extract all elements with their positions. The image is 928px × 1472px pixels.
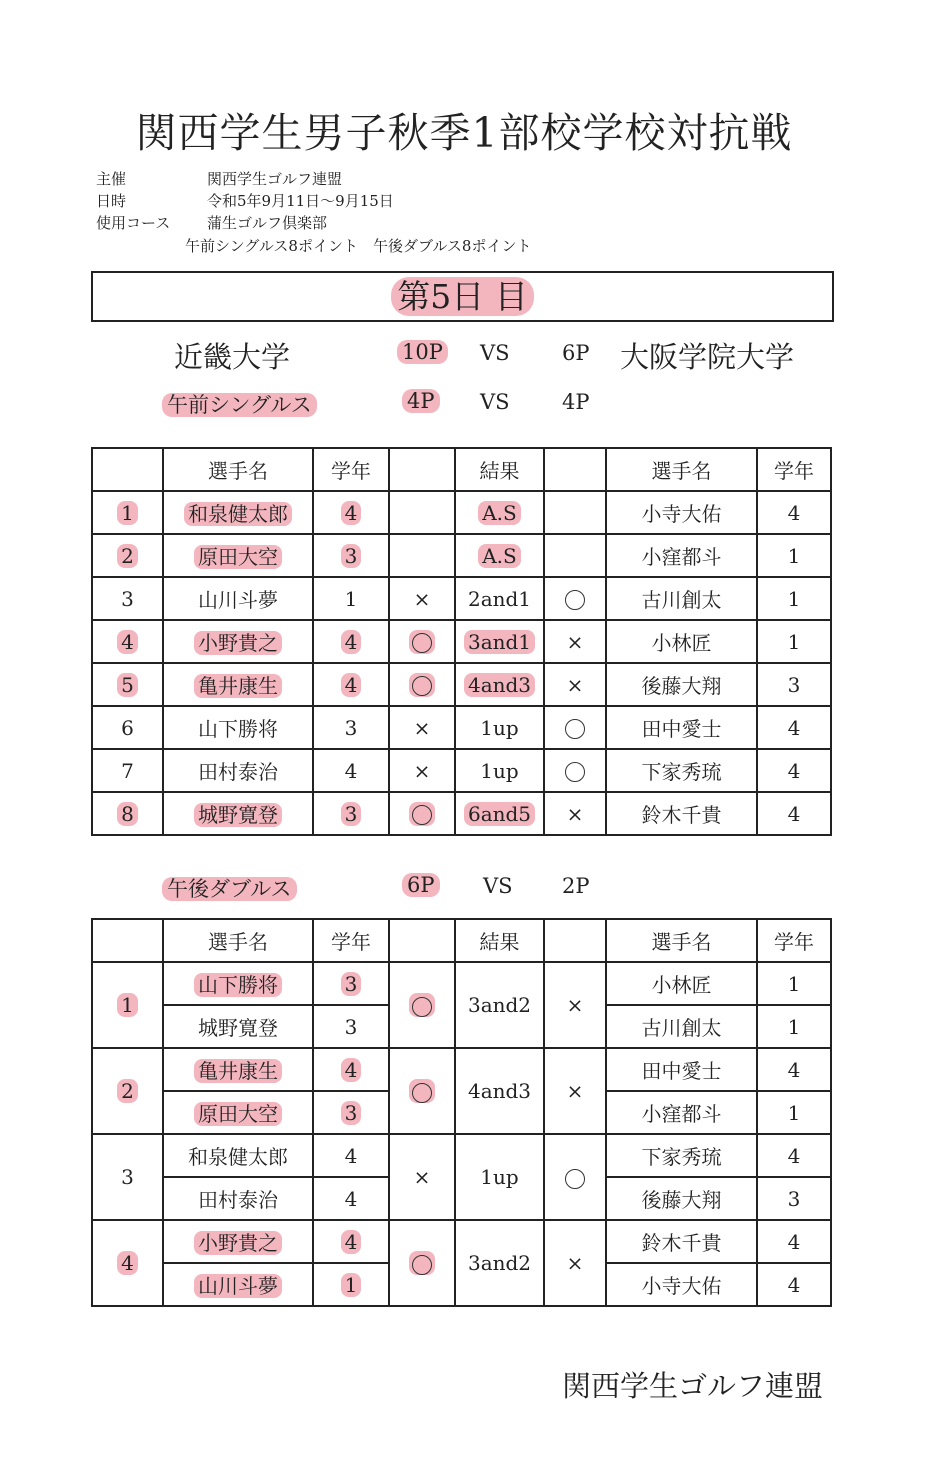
circle-mark-icon <box>565 762 585 782</box>
player-a1-name <box>163 962 313 1005</box>
circle-mark-icon <box>412 676 432 696</box>
player-b-grade-text: 4 <box>787 500 801 525</box>
header-cell: 選手名 <box>606 448 757 491</box>
player-a-grade-text: 1 <box>344 586 358 611</box>
player-a-name <box>163 534 313 577</box>
player-b-name <box>606 620 757 663</box>
doubles-score-b: 2P <box>562 874 590 898</box>
team-a-mark <box>389 1220 455 1306</box>
header-cell: 学年 <box>313 448 389 491</box>
match-number-text: 3 <box>121 586 134 611</box>
player-b-name-text: 後藤大翔 <box>641 674 722 698</box>
match-number-text: 8 <box>117 802 138 826</box>
team-b-mark <box>544 1134 606 1220</box>
player-a2-name-text: 田村泰治 <box>198 1188 278 1212</box>
player-b-mark <box>544 792 606 835</box>
singles-row <box>92 663 831 706</box>
player-b2-name <box>606 1005 757 1048</box>
player-b2-grade-text: 3 <box>787 1186 801 1211</box>
player-a1-grade-text: 4 <box>344 1143 358 1168</box>
doubles-row <box>92 1048 831 1091</box>
player-a2-grade-text: 1 <box>341 1273 362 1297</box>
player-b-mark <box>544 491 606 534</box>
player-b2-name-text: 後藤大翔 <box>641 1188 722 1212</box>
match-result-text: 3and2 <box>467 1251 532 1275</box>
team-b-name: 大阪学院大学 <box>620 340 795 374</box>
player-a2-name <box>163 1263 313 1306</box>
player-b1-grade <box>757 962 831 1005</box>
match-number-text: 6 <box>121 715 134 740</box>
player-a2-name <box>163 1177 313 1220</box>
info-value: 関西学生ゴルフ連盟 <box>207 170 343 188</box>
player-a-mark <box>389 491 455 534</box>
player-a-grade <box>313 706 389 749</box>
team-b-mark <box>544 1048 606 1134</box>
vs-label: VS <box>480 390 510 414</box>
player-b2-name-text: 小窪都斗 <box>641 1102 722 1126</box>
player-a-name-text: 原田大空 <box>194 545 282 569</box>
header-cell: 選手名 <box>606 919 757 962</box>
player-a-name <box>163 577 313 620</box>
player-a2-name-text: 山川斗夢 <box>194 1274 282 1298</box>
team-a-name: 近畿大学 <box>174 340 291 374</box>
doubles-row <box>92 1134 831 1177</box>
team-b-mark-value: × <box>566 993 584 1017</box>
player-b2-grade <box>757 1091 831 1134</box>
player-b-grade <box>757 577 831 620</box>
match-number <box>92 620 163 663</box>
player-b1-name <box>606 1134 757 1177</box>
player-a1-grade <box>313 1048 389 1091</box>
circle-mark-holder <box>409 1079 435 1103</box>
circle-mark-icon <box>565 1169 585 1189</box>
vs-label: VS <box>483 874 513 898</box>
team-a-mark <box>389 962 455 1048</box>
header-cell: 学年 <box>313 919 389 962</box>
player-b1-grade-text: 4 <box>787 1229 801 1254</box>
player-b1-name-text: 鈴木千貴 <box>641 1231 722 1255</box>
player-a-mark <box>389 706 455 749</box>
match-result <box>455 792 544 835</box>
doubles-row <box>92 1220 831 1263</box>
player-a1-name-text: 亀井康生 <box>194 1059 282 1083</box>
circle-mark-icon <box>412 997 432 1017</box>
page-title: 関西学生男子秋季1部校学校対抗戦 <box>135 109 793 157</box>
player-b-grade <box>757 749 831 792</box>
player-b1-grade-text: 4 <box>787 1057 801 1082</box>
match-number <box>92 962 163 1048</box>
player-b2-name <box>606 1263 757 1306</box>
player-a1-grade-text: 4 <box>341 1058 362 1082</box>
player-b-name-text: 田中愛士 <box>641 717 722 741</box>
circle-mark-holder <box>565 1165 585 1189</box>
info-organizer <box>96 168 394 190</box>
day-box <box>91 271 834 322</box>
player-b-grade-text: 1 <box>787 543 801 568</box>
player-a-mark <box>389 792 455 835</box>
match-result <box>455 1134 544 1220</box>
player-a1-grade <box>313 962 389 1005</box>
player-a-mark-value: × <box>413 758 431 783</box>
match-result-text: 1up <box>480 715 519 740</box>
player-b2-grade-text: 4 <box>787 1272 801 1297</box>
circle-mark-holder <box>409 802 435 826</box>
match-result-text: 1up <box>480 758 519 783</box>
match-result <box>455 706 544 749</box>
player-b-grade-text: 4 <box>787 801 801 826</box>
player-b1-name-text: 小林匠 <box>651 973 712 997</box>
player-b-grade-text: 1 <box>787 586 801 611</box>
player-a-mark <box>389 534 455 577</box>
doubles-score-a: 6P <box>402 873 440 897</box>
match-result-text: 6and5 <box>464 802 535 826</box>
match-number <box>92 1048 163 1134</box>
player-b2-name <box>606 1177 757 1220</box>
player-a-grade-text: 3 <box>341 802 362 826</box>
circle-mark-holder <box>409 1251 435 1275</box>
player-b-name <box>606 706 757 749</box>
player-a1-name <box>163 1220 313 1263</box>
info-value: 令和5年9月11日～9月15日 <box>207 192 394 210</box>
player-a1-name <box>163 1134 313 1177</box>
player-b-mark <box>544 534 606 577</box>
player-a-name-text: 山下勝将 <box>198 717 278 741</box>
header-cell <box>389 448 455 491</box>
team-a-mark-value: × <box>413 1165 431 1189</box>
footer-organizer: 関西学生ゴルフ連盟 <box>562 1369 824 1403</box>
singles-row <box>92 534 831 577</box>
player-a-name-text: 田村泰治 <box>198 760 278 784</box>
player-b-grade-text: 1 <box>787 629 801 654</box>
match-number-text: 7 <box>121 758 134 783</box>
player-a1-grade <box>313 1134 389 1177</box>
circle-mark-icon <box>565 590 585 610</box>
player-b1-name-text: 田中愛士 <box>641 1059 722 1083</box>
player-a2-grade <box>313 1005 389 1048</box>
player-b-grade <box>757 620 831 663</box>
player-b2-grade <box>757 1177 831 1220</box>
match-result <box>455 1220 544 1306</box>
player-a1-name <box>163 1048 313 1091</box>
player-a2-grade <box>313 1177 389 1220</box>
circle-mark-holder <box>565 587 585 611</box>
player-b-mark <box>544 577 606 620</box>
player-a2-grade-text: 3 <box>344 1014 358 1039</box>
player-b-mark <box>544 749 606 792</box>
player-a-grade-text: 3 <box>344 715 358 740</box>
singles-table <box>91 447 832 836</box>
player-a-name <box>163 749 313 792</box>
circle-mark-icon <box>412 805 432 825</box>
match-result-text: 4and3 <box>464 673 535 697</box>
doubles-table <box>91 918 832 1307</box>
team-b-total: 6P <box>562 341 590 365</box>
circle-mark-holder <box>565 716 585 740</box>
player-b1-name <box>606 1220 757 1263</box>
match-number <box>92 663 163 706</box>
header-cell: 学年 <box>757 448 831 491</box>
player-b-name <box>606 491 757 534</box>
player-a-name <box>163 706 313 749</box>
player-b-grade-text: 4 <box>787 715 801 740</box>
player-b-grade <box>757 663 831 706</box>
header-cell: 選手名 <box>163 919 313 962</box>
vs-label: VS <box>480 341 510 365</box>
header-cell: 結果 <box>455 919 544 962</box>
match-number <box>92 706 163 749</box>
team-a-total: 10P <box>397 340 448 364</box>
circle-mark-holder <box>409 993 435 1017</box>
info-label: 使用コース <box>96 214 171 232</box>
player-a-grade-text: 4 <box>341 630 362 654</box>
singles-score-b: 4P <box>562 390 590 414</box>
player-a1-name-text: 小野貴之 <box>194 1231 282 1255</box>
singles-row <box>92 792 831 835</box>
header-cell <box>544 448 606 491</box>
circle-mark-icon <box>565 719 585 739</box>
player-b1-grade <box>757 1048 831 1091</box>
match-result <box>455 663 544 706</box>
player-b-grade <box>757 534 831 577</box>
match-number <box>92 1134 163 1220</box>
match-number <box>92 534 163 577</box>
team-b-mark-value: × <box>566 1079 584 1103</box>
circle-mark-holder <box>409 673 435 697</box>
header-cell: 学年 <box>757 919 831 962</box>
match-result <box>455 491 544 534</box>
singles-label: 午前シングルス <box>162 393 317 417</box>
player-a-mark <box>389 749 455 792</box>
match-result <box>455 577 544 620</box>
player-b2-name-text: 小寺大佑 <box>641 1274 722 1298</box>
player-b-name <box>606 577 757 620</box>
match-result <box>455 749 544 792</box>
player-a-grade <box>313 491 389 534</box>
match-number-text: 1 <box>117 993 138 1017</box>
player-b1-grade-text: 4 <box>787 1143 801 1168</box>
singles-row <box>92 706 831 749</box>
player-a2-grade-text: 4 <box>344 1186 358 1211</box>
circle-mark-icon <box>412 1255 432 1275</box>
info-label: 日時 <box>96 192 127 210</box>
player-b-grade <box>757 491 831 534</box>
info-date <box>96 190 394 212</box>
player-a-name-text: 亀井康生 <box>194 674 282 698</box>
player-b-name-text: 小林匠 <box>651 631 712 655</box>
match-number-text: 4 <box>117 1251 138 1275</box>
player-a-grade <box>313 749 389 792</box>
team-b-mark-value: × <box>566 1251 584 1275</box>
player-a2-grade-text: 3 <box>341 1101 362 1125</box>
player-b1-grade <box>757 1220 831 1263</box>
info-label: 主催 <box>96 170 127 188</box>
player-b-name <box>606 534 757 577</box>
header-cell <box>92 919 163 962</box>
singles-header-row <box>92 448 831 491</box>
player-a1-grade <box>313 1220 389 1263</box>
player-a-grade <box>313 792 389 835</box>
team-a-mark <box>389 1048 455 1134</box>
player-a1-grade-text: 3 <box>341 972 362 996</box>
team-b-mark <box>544 962 606 1048</box>
player-b-name-text: 古川創太 <box>641 588 722 612</box>
info-course <box>96 212 394 234</box>
player-b-mark <box>544 620 606 663</box>
doubles-label: 午後ダブルス <box>162 877 297 901</box>
player-a-grade-text: 4 <box>341 673 362 697</box>
player-b-name-text: 下家秀琉 <box>641 760 722 784</box>
player-b1-name-text: 下家秀琉 <box>641 1145 722 1169</box>
team-b-mark <box>544 1220 606 1306</box>
player-a-mark <box>389 577 455 620</box>
player-a-mark <box>389 663 455 706</box>
match-number-text: 3 <box>121 1165 134 1189</box>
match-result-text: 2and1 <box>467 586 532 611</box>
circle-mark-holder <box>565 759 585 783</box>
player-a-grade <box>313 534 389 577</box>
player-b2-name-text: 古川創太 <box>641 1016 722 1040</box>
player-b-grade <box>757 706 831 749</box>
player-a-grade-text: 4 <box>344 758 358 783</box>
player-a-name-text: 小野貴之 <box>194 631 282 655</box>
match-number <box>92 1220 163 1306</box>
player-b-name-text: 小窪都斗 <box>641 545 722 569</box>
match-result-text: 3and2 <box>467 993 532 1017</box>
player-a-grade <box>313 620 389 663</box>
header-cell <box>544 919 606 962</box>
circle-mark-icon <box>412 633 432 653</box>
player-a-grade-text: 3 <box>341 544 362 568</box>
match-number <box>92 792 163 835</box>
player-b2-name <box>606 1091 757 1134</box>
player-a2-name-text: 城野寛登 <box>198 1016 278 1040</box>
player-b-mark-value: × <box>566 672 584 697</box>
match-number <box>92 491 163 534</box>
player-b-name-text: 小寺大佑 <box>641 502 722 526</box>
player-a-grade-text: 4 <box>341 501 362 525</box>
player-b-grade-text: 4 <box>787 758 801 783</box>
header-cell <box>92 448 163 491</box>
player-a1-name-text: 和泉健太郎 <box>188 1145 288 1169</box>
header-cell <box>389 919 455 962</box>
doubles-header-row <box>92 919 831 962</box>
player-b-mark <box>544 663 606 706</box>
match-result-text: 4and3 <box>467 1079 532 1103</box>
player-a2-name-text: 原田大空 <box>194 1102 282 1126</box>
match-number-text: 2 <box>117 1079 138 1103</box>
player-a-grade <box>313 577 389 620</box>
singles-row <box>92 491 831 534</box>
player-a-name <box>163 620 313 663</box>
header-cell: 結果 <box>455 448 544 491</box>
team-a-mark <box>389 1134 455 1220</box>
match-result <box>455 1048 544 1134</box>
match-number <box>92 749 163 792</box>
circle-mark-holder <box>409 630 435 654</box>
player-b-name <box>606 749 757 792</box>
player-a-name-text: 山川斗夢 <box>198 588 278 612</box>
player-b-mark <box>544 706 606 749</box>
player-a-name <box>163 663 313 706</box>
player-b-grade <box>757 792 831 835</box>
player-a-mark <box>389 620 455 663</box>
circle-mark-icon <box>412 1083 432 1103</box>
player-a2-name <box>163 1091 313 1134</box>
info-value: 蒲生ゴルフ倶楽部 <box>207 214 328 232</box>
match-result-text: A.S <box>478 544 521 568</box>
match-number-text: 2 <box>117 544 138 568</box>
player-a1-name-text: 山下勝将 <box>194 973 282 997</box>
player-b1-name <box>606 1048 757 1091</box>
player-b2-grade-text: 1 <box>787 1100 801 1125</box>
singles-row <box>92 749 831 792</box>
player-b1-grade <box>757 1134 831 1177</box>
match-number-text: 5 <box>117 673 138 697</box>
player-b-grade-text: 3 <box>787 672 801 697</box>
singles-row <box>92 577 831 620</box>
player-b-name <box>606 792 757 835</box>
player-a-name <box>163 491 313 534</box>
singles-score-a: 4P <box>402 389 440 413</box>
player-b2-grade <box>757 1005 831 1048</box>
info-block <box>96 168 394 234</box>
player-a-grade <box>313 663 389 706</box>
header-cell: 選手名 <box>163 448 313 491</box>
player-b-mark-value: × <box>566 801 584 826</box>
player-a-name-text: 城野寛登 <box>194 803 282 827</box>
player-a-name-text: 和泉健太郎 <box>184 502 292 526</box>
player-a-mark-value: × <box>413 715 431 740</box>
player-b1-name <box>606 962 757 1005</box>
player-b-name-text: 鈴木千貴 <box>641 803 722 827</box>
match-number-text: 1 <box>117 501 138 525</box>
match-result <box>455 962 544 1048</box>
match-number-text: 4 <box>117 630 138 654</box>
player-a1-grade-text: 4 <box>341 1230 362 1254</box>
player-b1-grade-text: 1 <box>787 971 801 996</box>
player-b-mark-value: × <box>566 629 584 654</box>
day-label: 第5日 目 <box>391 277 534 316</box>
player-a2-name <box>163 1005 313 1048</box>
match-result <box>455 620 544 663</box>
points-note: 午前シングルス8ポイント 午後ダブルス8ポイント <box>185 237 532 255</box>
match-result-text: A.S <box>478 501 521 525</box>
match-result-text: 3and1 <box>464 630 535 654</box>
player-a2-grade <box>313 1263 389 1306</box>
player-b2-grade <box>757 1263 831 1306</box>
player-a-mark-value: × <box>413 586 431 611</box>
doubles-row <box>92 962 831 1005</box>
match-result-text: 1up <box>480 1165 519 1189</box>
player-b2-grade-text: 1 <box>787 1014 801 1039</box>
player-a-name <box>163 792 313 835</box>
singles-row <box>92 620 831 663</box>
match-number <box>92 577 163 620</box>
match-result <box>455 534 544 577</box>
player-a2-grade <box>313 1091 389 1134</box>
player-b-name <box>606 663 757 706</box>
